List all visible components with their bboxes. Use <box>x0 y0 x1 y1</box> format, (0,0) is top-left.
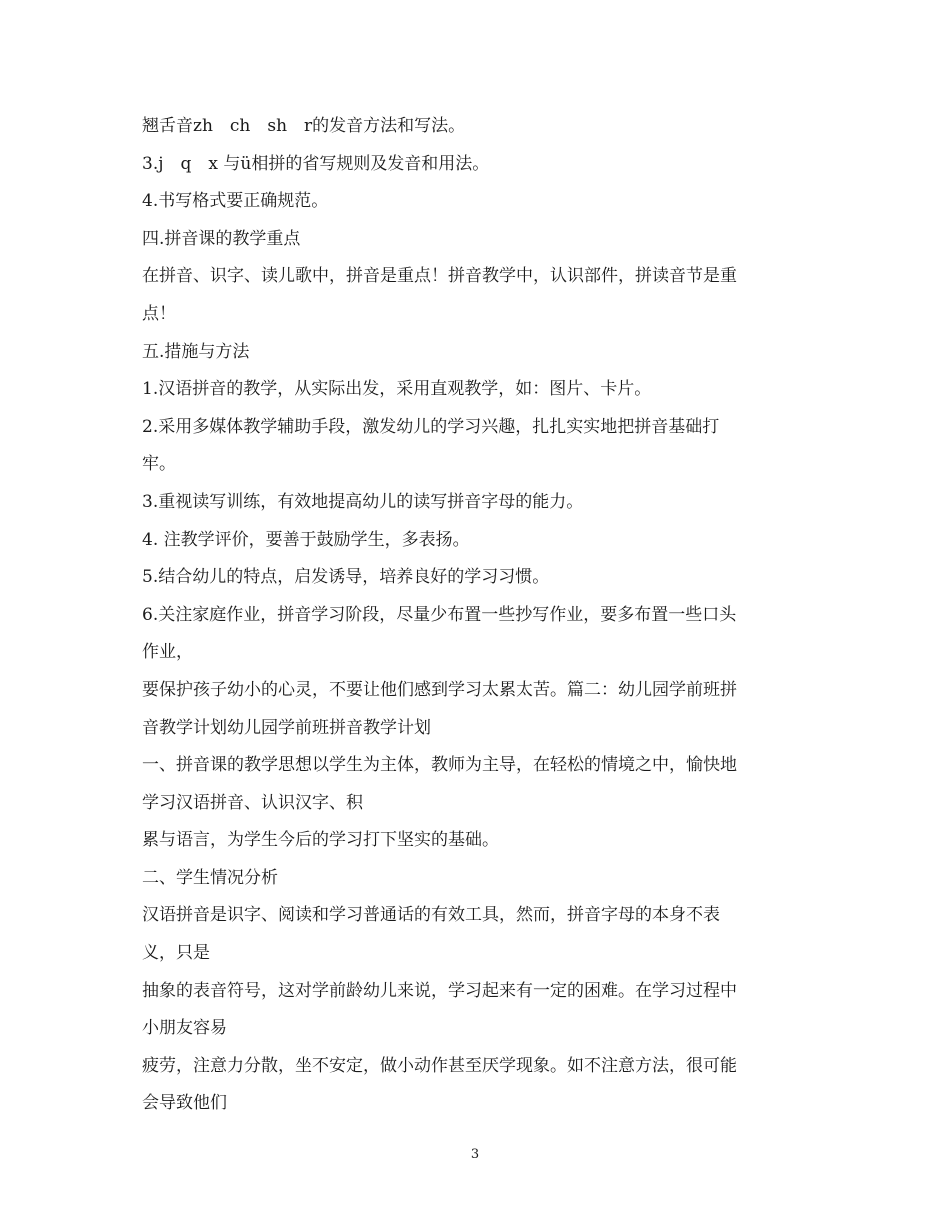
text-line: 小朋友容易 <box>142 1018 227 1039</box>
text-line: 2.采用多媒体教学辅助手段，激发幼儿的学习兴趣，扎扎实实地把拼音基础打 <box>142 416 720 437</box>
text-line: 会导致他们 <box>142 1093 227 1114</box>
section-heading: 五.措施与方法 <box>142 341 250 362</box>
section-heading: 一、拼音课的教学思想以学生为主体，教师为主导，在轻松的情境之中，愉快地 <box>142 755 737 776</box>
text-line: 点！ <box>142 303 176 324</box>
text-line: 牢。 <box>142 454 176 475</box>
text-line: 抽象的表音符号，这对学前龄幼儿来说，学习起来有一定的困难。在学习过程中 <box>142 980 737 1001</box>
text-line: 1.汉语拼音的教学，从实际出发，采用直观教学，如：图片、卡片。 <box>142 379 652 400</box>
text-line: 义，只是 <box>142 943 210 964</box>
text-line: 在拼音、识字、读儿歌中，拼音是重点！拼音教学中，认识部件，拼读音节是重 <box>142 266 737 287</box>
text-line: 6.关注家庭作业，拼音学习阶段，尽量少布置一些抄写作业，要多布置一些口头 <box>142 604 737 625</box>
page-number: 3 <box>470 1147 480 1162</box>
text-line: 5.结合幼儿的特点，启发诱导，培养良好的学习习惯。 <box>142 567 550 588</box>
section-heading: 二、学生情况分析 <box>142 867 278 888</box>
text-line: 要保护孩子幼小的心灵，不要让他们感到学习太累太苦。篇二：幼儿园学前班拼 <box>142 679 737 700</box>
text-line: 音教学计划幼儿园学前班拼音教学计划 <box>142 717 431 738</box>
section-heading: 四.拼音课的教学重点 <box>142 228 301 249</box>
text-line: 3.重视读写训练，有效地提高幼儿的读写拼音字母的能力。 <box>142 491 584 512</box>
text-line: 汉语拼音是识字、阅读和学习普通话的有效工具，然而，拼音字母的本身不表 <box>142 905 720 926</box>
text-line: 作业， <box>142 642 193 663</box>
text-line: 累与语言，为学生今后的学习打下坚实的基础。 <box>142 830 499 851</box>
text-line: 4. 注教学评价，要善于鼓励学生，多表扬。 <box>142 529 470 550</box>
document-body <box>142 116 812 1131</box>
text-line: 疲劳，注意力分散，坐不安定，做小动作甚至厌学现象。如不注意方法，很可能 <box>142 1055 737 1076</box>
text-line: 翘舌音zh ch sh r的发音方法和写法。 <box>142 116 466 136</box>
text-line: 3.j q x 与ü相拼的省写规则及发音和用法。 <box>142 153 490 174</box>
text-line: 4.书写格式要正确规范。 <box>142 191 329 212</box>
text-line: 学习汉语拼音、认识汉字、积 <box>142 792 363 813</box>
